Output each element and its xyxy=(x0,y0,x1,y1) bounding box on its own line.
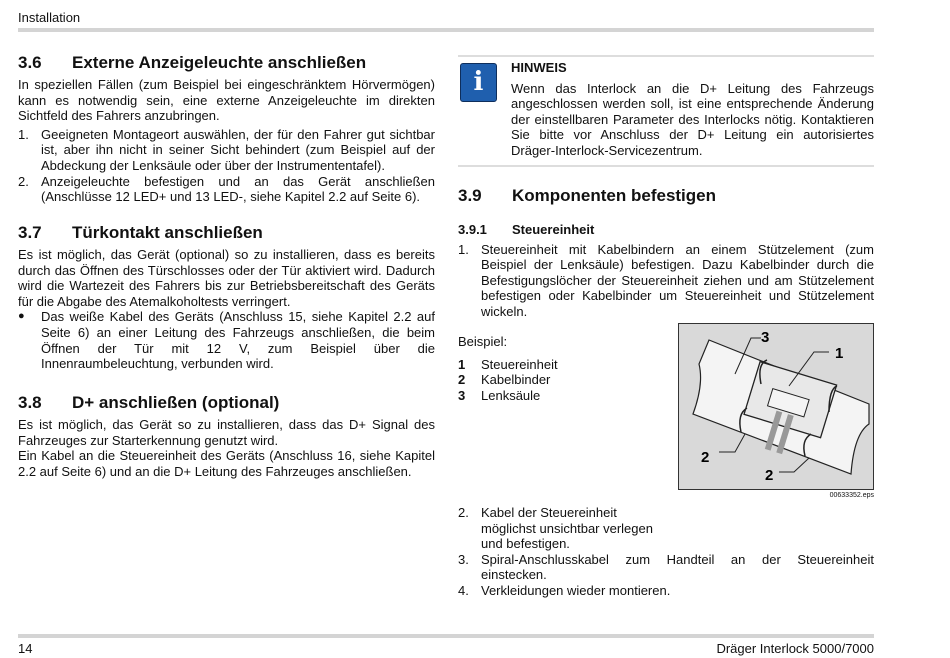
section-heading xyxy=(18,53,435,73)
list-text: Anzeigeleuchte befestigen und an das Gerät anschließen (Anschlüsse 12 LED+ und 13 LED-, siehe Kapitel 2.2 auf Seite 6). xyxy=(41,173,435,205)
subsection-number: 3.9.1 xyxy=(458,222,487,237)
steering-column-figure xyxy=(678,323,874,490)
notice-title: HINWEIS xyxy=(511,60,567,75)
legend-number: 1 xyxy=(458,356,466,372)
steps-list xyxy=(458,505,874,599)
running-header: Installation xyxy=(18,10,81,25)
section-title: D+ anschließen (optional) xyxy=(72,393,280,412)
mounting-illustration xyxy=(679,324,873,489)
list-text: Geeigneten Montageort auswählen, der für den Fahrer gut sichtbar ist, aber ihn nicht in seiner Sicht behindert (zum Beispiel auf der Abdeckung der Lenksäule oder über der Instrumententafel). xyxy=(41,126,435,173)
paragraph: In speziellen Fällen (zum Beispiel bei eingeschränktem Hörvermögen) kann es notwendig sein, eine externe Anzeigeleuchte im direkten Sichtfeld des Fahrers anzubringen. xyxy=(18,77,435,124)
footer-divider xyxy=(18,634,874,638)
bullet-list xyxy=(18,309,435,371)
header-divider xyxy=(18,28,874,32)
list-marker: 3. xyxy=(458,551,469,567)
section-heading xyxy=(458,186,874,206)
legend-item xyxy=(458,372,658,388)
section-3-8 xyxy=(18,393,435,479)
notice-text: Wenn das Interlock an die D+ Leitung des Fahrzeugs angeschlossen werden soll, ist eine entsprechende Änderung der einstellbaren Parameter des Interlocks nötig. Kontaktieren Sie bitte vor Anschluss der D+ Leitung ein autorisiertes Dräger-Interlock-Servicezentrum. xyxy=(511,80,874,158)
paragraph: Ein Kabel an die Steuereinheit des Geräts (Anschluss 16, siehe Kapitel 2.2 auf Seite 6) und an die D+ Leitung des Fahrzeuges anschließen. xyxy=(18,448,435,479)
legend-text: Lenksäule xyxy=(481,387,541,403)
legend-text: Kabelbinder xyxy=(481,372,551,388)
section-title: Komponenten befestigen xyxy=(512,186,717,205)
callout-2: 2 xyxy=(765,467,774,484)
section-heading xyxy=(18,223,435,243)
list-item xyxy=(458,242,874,320)
subsection-heading xyxy=(458,222,874,238)
paragraph: Es ist möglich, das Gerät so zu installieren, dass das D+ Signal des Fahrzeuges zur Starterkennung genutzt wird. xyxy=(18,417,435,448)
bullet-icon: ● xyxy=(18,310,25,323)
list-text: Verkleidungen wieder montieren. xyxy=(481,582,671,598)
figure-legend xyxy=(458,357,658,404)
list-marker: 1. xyxy=(458,241,469,257)
list-text: Kabel der Steuereinheit möglichst unsichtbar verlegen und befestigen. xyxy=(481,505,653,552)
callout-1: 1 xyxy=(835,345,844,362)
legend-text: Steuereinheit xyxy=(481,356,558,372)
figure-caption: 00633352.eps xyxy=(829,492,874,499)
legend-item xyxy=(458,388,658,404)
list-marker: 1. xyxy=(18,126,29,142)
callout-2: 2 xyxy=(701,449,710,466)
example-label: Beispiel: xyxy=(458,334,508,349)
steps-list xyxy=(458,242,874,320)
notice-top-rule xyxy=(458,55,874,57)
list-item xyxy=(18,309,435,371)
legend-number: 2 xyxy=(458,372,466,388)
list-text: Steuereinheit mit Kabelbindern an einem Stützelement (zum Beispiel der Lenksäule) befestigen. Dazu Kabelbinder durch die Befestigungslöcher der Steuereinheit ziehen und am Stützelement befestigen oder Kabelbinder um Steuereinheit und Stützelement wickeln. xyxy=(481,241,874,319)
section-number: 3.9 xyxy=(458,186,482,205)
notice-bottom-rule xyxy=(458,165,874,167)
legend-number: 3 xyxy=(458,387,466,403)
product-name: Dräger Interlock 5000/7000 xyxy=(716,641,874,656)
section-number: 3.7 xyxy=(18,223,42,242)
list-item xyxy=(458,583,874,599)
steps-list xyxy=(18,127,435,205)
list-item xyxy=(458,505,874,552)
legend-item xyxy=(458,357,658,373)
list-item xyxy=(18,174,435,205)
example-block xyxy=(458,334,658,403)
paragraph: Es ist möglich, das Gerät (optional) so zu installieren, dass es bereits durch das Öffnen des Türschlosses oder der Tür aktiviert wird. Dadurch wird die Wartezeit des Fahrers bis zur Betriebsbereitschaft des Geräts für die Abgabe des Atemalkoholtests verringert. xyxy=(18,247,435,309)
list-marker: 4. xyxy=(458,582,469,598)
notice-box xyxy=(511,60,874,159)
section-number: 3.6 xyxy=(18,53,42,72)
subsection-title: Steuereinheit xyxy=(512,222,595,237)
info-icon: i xyxy=(460,63,497,102)
section-3-6 xyxy=(18,53,435,205)
section-3-9 xyxy=(458,186,874,320)
list-item xyxy=(458,552,874,583)
section-title: Türkontakt anschließen xyxy=(72,223,263,242)
list-text: Das weiße Kabel des Geräts (Anschluss 15, siehe Kapitel 2.2 auf Seite 6) an einer Leitung des Fahrzeugs anschließen, die beim Öffnen der Tür mit 12 V, zum Beispiel über die Innenraumbeleuchtung, verbunden wird. xyxy=(41,309,435,372)
list-item xyxy=(18,127,435,174)
steps-continued xyxy=(458,505,874,599)
list-text: Spiral-Anschlusskabel zum Handteil an der Steuereinheit einstecken. xyxy=(481,551,874,583)
section-heading xyxy=(18,393,435,413)
list-marker: 2. xyxy=(458,505,469,520)
section-number: 3.8 xyxy=(18,393,42,412)
section-3-7 xyxy=(18,223,435,372)
page-number: 14 xyxy=(18,641,33,656)
list-marker: 2. xyxy=(18,173,29,189)
callout-3: 3 xyxy=(761,329,770,346)
section-title: Externe Anzeigeleuchte anschließen xyxy=(72,53,367,72)
